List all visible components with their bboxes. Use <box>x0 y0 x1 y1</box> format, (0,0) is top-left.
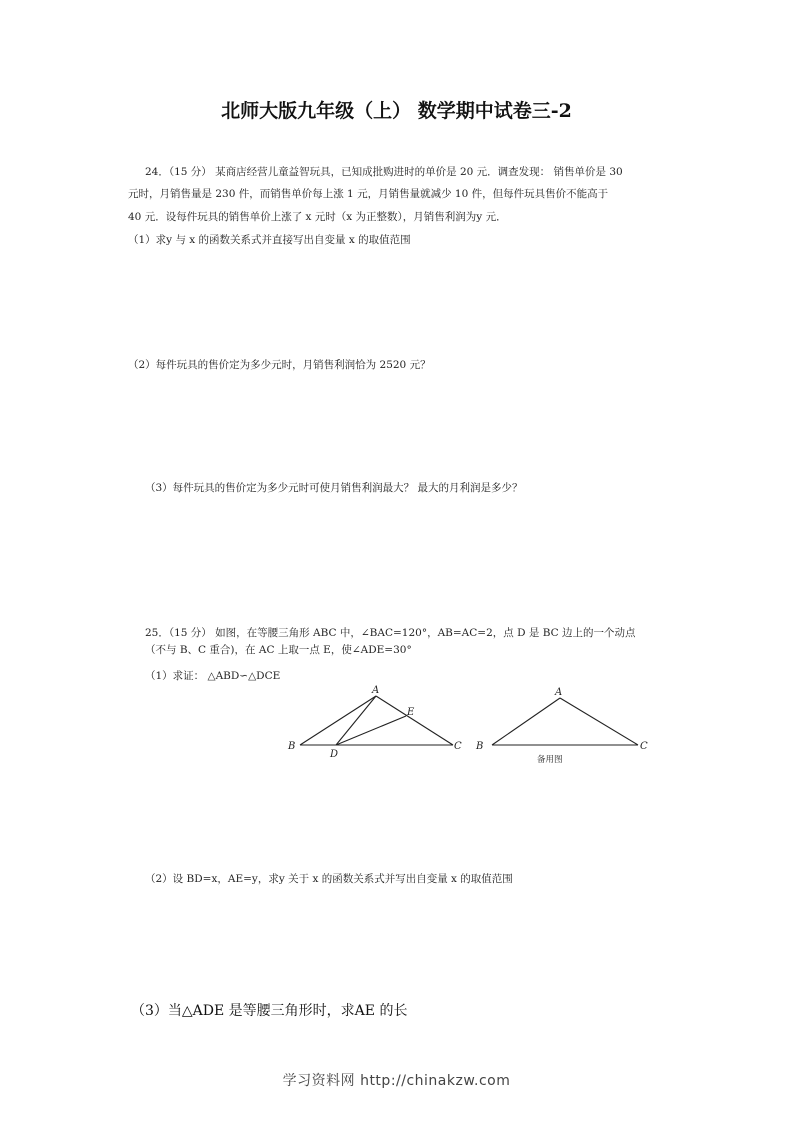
q24-part-2: （2）每件玩具的售价定为多少元时，月销售利润恰为 2520 元？ <box>128 359 431 371</box>
q24-part-1: （1）求y 与 x 的函数关系式并直接写出自变量 x 的取值范围 <box>128 234 411 246</box>
vertex-label-b: B <box>288 741 296 752</box>
q25-part-3: （3）当△ADE 是等腰三角形时，求AE 的长 <box>131 1003 408 1019</box>
vertex-label-a: A <box>372 685 380 696</box>
segment-de <box>336 716 406 745</box>
vertex-label-d: D <box>330 749 339 760</box>
vertex-label-e: E <box>407 707 415 718</box>
spare-label-a: A <box>555 687 563 698</box>
footer-watermark: 学习资料网 http://chinakzw.com <box>282 1073 511 1089</box>
q24-part-3: （3）每件玩具的售价定为多少元时可使月销售利润最大？ 最大的月利润是多少？ <box>145 482 523 494</box>
segment-ad <box>336 696 376 745</box>
spare-label-c: C <box>640 741 648 752</box>
q25-line-1: 25．（15 分） 如图，在等腰三角形 ABC 中，∠BAC=120°，AB=AC=2，点 D 是 BC 边上的一个动点 <box>145 627 636 639</box>
triangle-figure-spare <box>470 683 660 768</box>
segment-ac <box>376 696 453 745</box>
spare-figure-caption: 备用图 <box>537 755 563 765</box>
spare-segment-ac <box>560 698 638 745</box>
q25-line-2: （不与 B、C 重合)，在 AC 上取一点 E，使∠ADE=30° <box>145 644 412 656</box>
q24-line-1: 24．（15 分） 某商店经营儿童益智玩具，已知成批购进时的单价是 20 元．调查发现： 销售单价是 30 <box>145 166 623 178</box>
q25-part-2: （2）设 BD=x，AE=y，求y 关于 x 的函数关系式并写出自变量 x 的取值范围 <box>145 873 513 885</box>
q25-part-1: （1）求证： △ABD∽△DCE <box>145 670 281 682</box>
spare-segment-ab <box>492 698 560 745</box>
segment-ab <box>300 696 376 745</box>
page-title: 北师大版九年级（上） 数学期中试卷三-2 <box>221 100 572 122</box>
q24-line-3: 40 元．设每件玩具的销售单价上涨了 x 元时（x 为正整数），月销售利润为y 元． <box>128 211 507 223</box>
spare-label-b: B <box>476 741 484 752</box>
q24-line-2: 元时，月销售量是 230 件，而销售单价每上涨 1 元，月销售量就减少 10 件，但每件玩具售价不能高于 <box>128 188 609 200</box>
vertex-label-c: C <box>454 741 462 752</box>
